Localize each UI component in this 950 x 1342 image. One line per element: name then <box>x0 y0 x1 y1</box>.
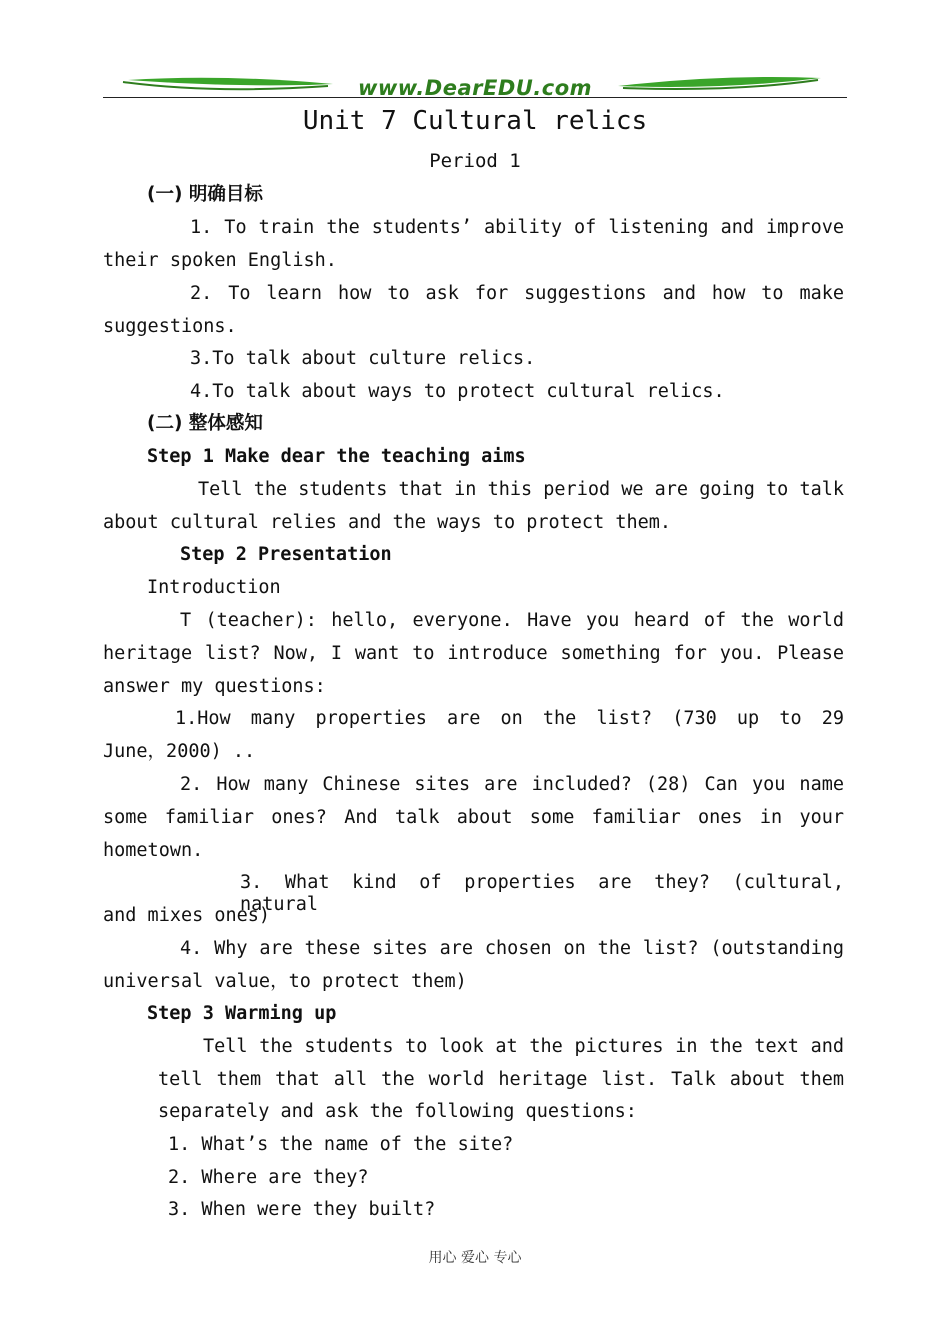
question-1-line-1: 1.How many properties are on the list? (730 up to 29 <box>175 708 844 729</box>
step-2-heading: Step 2 Presentation <box>180 544 392 565</box>
section-heading-overview <box>147 413 263 435</box>
site-logo[interactable]: www.DearEDU.com <box>357 76 593 100</box>
teacher-line-1: T (teacher): hello, everyone. Have you heard of the world <box>180 610 844 631</box>
step-3-heading: Step 3 Warming up <box>147 1003 337 1024</box>
section-heading-goals <box>147 184 263 206</box>
period-label: Period 1 <box>429 150 521 172</box>
goal-item-1-line-1: 1. To train the students’ ability of listening and improve <box>190 217 844 238</box>
section-title: 整体感知 <box>188 413 263 434</box>
goal-item-1-line-2: their spoken English. <box>103 250 337 271</box>
question-4-line-2: universal value，to protect them) <box>103 971 467 992</box>
question-2-line-1: 2. How many Chinese sites are included? (28) Can you name <box>180 774 844 795</box>
step-3-text-line-3: separately and ask the following questions: <box>158 1101 637 1122</box>
question-4-line-1: 4. Why are these sites are chosen on the list? (outstanding <box>180 938 844 959</box>
teacher-line-3: answer my questions: <box>103 676 326 697</box>
step-1-text-line-1: Tell the students that in this period we are going to talk <box>198 479 845 500</box>
step-3-text-line-2: tell them that all the world heritage list. Talk about them <box>158 1069 844 1090</box>
section-number: (二) <box>147 413 183 434</box>
goal-item-3: 3.To talk about culture relics. <box>190 348 536 369</box>
question-2-line-2: some familiar ones? And talk about some familiar ones in your <box>103 807 844 828</box>
step-1-text-line-2: about cultural relies and the ways to protect them. <box>103 512 672 533</box>
warmup-question-2: 2. Where are they? <box>168 1167 369 1188</box>
warmup-question-3: 3. When were they built? <box>168 1199 436 1220</box>
page-footer: 用心 爱心 专心 <box>428 1250 522 1266</box>
goal-item-4: 4.To talk about ways to protect cultural relics. <box>190 381 725 402</box>
warmup-question-1: 1. What’s the name of the site? <box>168 1134 514 1155</box>
unit-title: Unit 7 Cultural relics <box>302 106 648 136</box>
header-divider <box>103 97 847 98</box>
question-3-line-2: and mixes ones) <box>103 905 271 926</box>
step-1-heading: Step 1 Make dear the teaching aims <box>147 446 526 467</box>
goal-item-2-line-1: 2. To learn how to ask for suggestions and how to make <box>190 283 844 304</box>
step-3-text-line-1: Tell the students to look at the pictures in the text and <box>203 1036 844 1057</box>
question-1-line-2: June，2000) .. <box>103 741 256 762</box>
step-2-introduction: Introduction <box>147 577 281 598</box>
question-3-line-1: 3. What kind of properties are they? (cultural, natural <box>240 872 844 915</box>
question-2-line-3: hometown. <box>103 840 204 861</box>
goal-item-2-line-2: suggestions. <box>103 316 237 337</box>
section-title: 明确目标 <box>188 184 263 205</box>
section-number: (一) <box>147 184 183 205</box>
teacher-line-2: heritage list? Now, I want to introduce something for you. Please <box>103 643 844 664</box>
